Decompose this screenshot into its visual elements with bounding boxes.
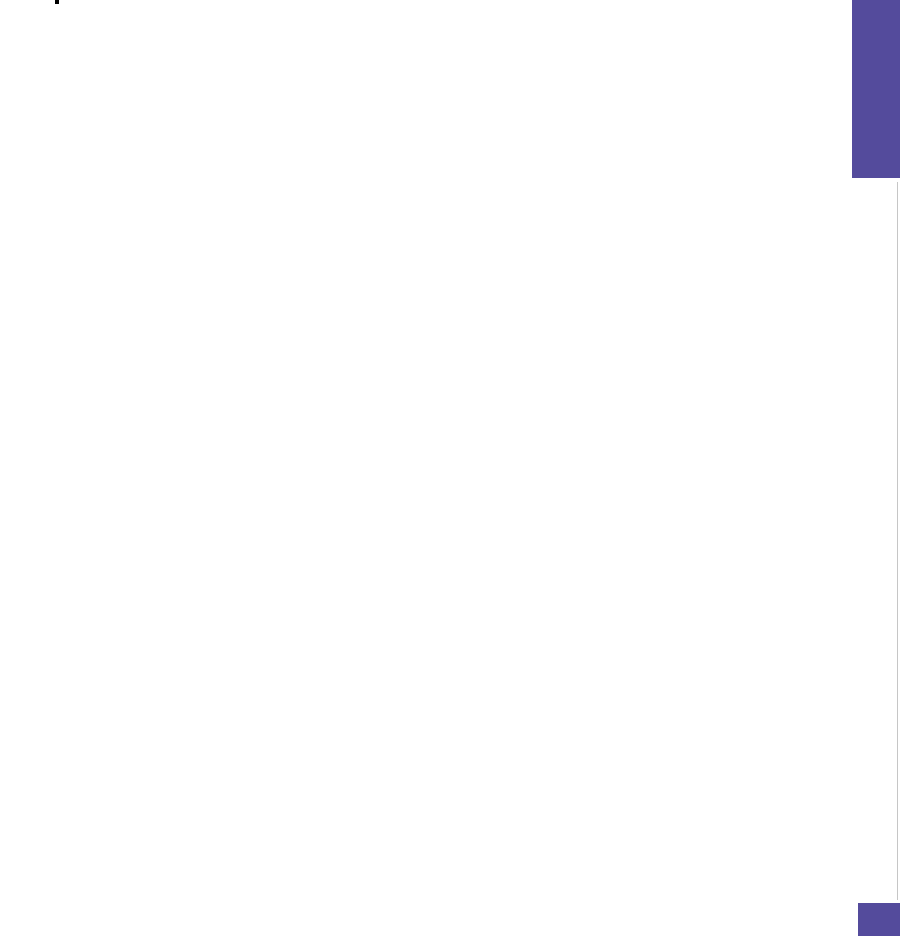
dimension-table bbox=[55, 0, 59, 4]
tab-label bbox=[867, 14, 885, 20]
sidebar-edge-line bbox=[897, 182, 898, 900]
sidebar-tab-integrated-series[interactable] bbox=[852, 0, 900, 178]
page-corner-marker bbox=[858, 903, 900, 936]
